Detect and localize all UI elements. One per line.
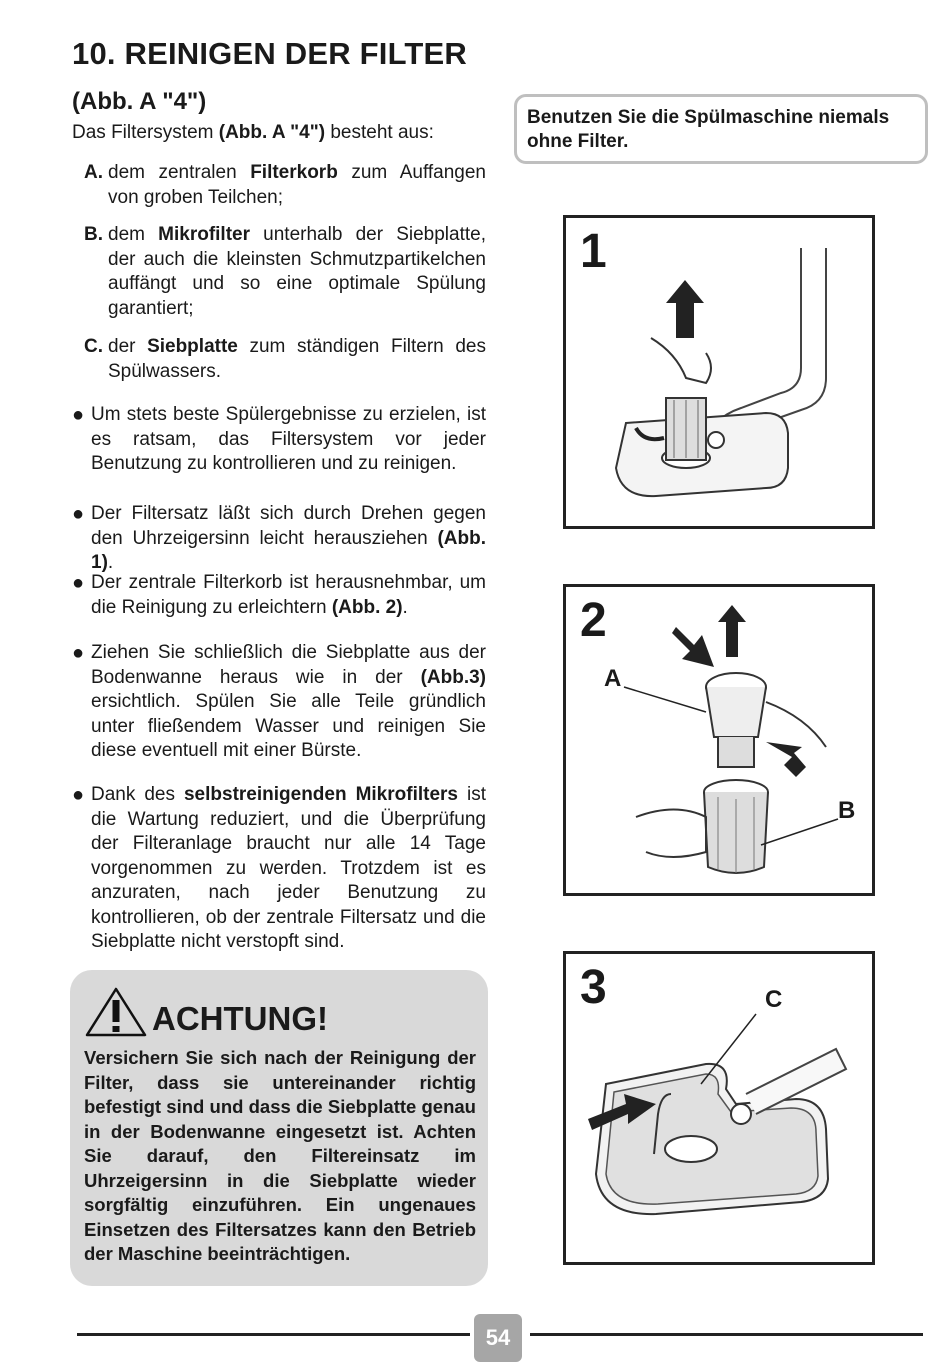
bullet-dot-icon: ●: [72, 642, 85, 664]
bullet-dot-icon: ●: [72, 503, 85, 525]
label-a: A: [604, 665, 622, 692]
figure-2: [563, 584, 875, 896]
bullet-bold: (Abb.3): [420, 666, 486, 688]
bullet-text: [91, 502, 486, 576]
warning-triangle-icon: [84, 986, 148, 1038]
figure-number: 1: [580, 225, 607, 278]
bullet-item: [72, 571, 486, 620]
filter-removal-illustration: [566, 218, 872, 526]
bullet-bold: (Abb. 2): [331, 596, 403, 618]
warning-header: [84, 986, 328, 1038]
item-post: zum ständigen Filtern des Spülwassers.: [108, 336, 486, 382]
item-pre: der: [108, 336, 148, 357]
item-letter: C.: [84, 336, 103, 357]
intro-text: [72, 122, 492, 144]
item-bold: Filterkorb: [250, 162, 338, 183]
item-letter: A.: [84, 162, 103, 183]
bullet-text: [91, 783, 486, 955]
warning-title: ACHTUNG!: [152, 1000, 328, 1037]
bullet-post: ist die Wartung reduziert, und die Überprüfung der Filteranlage braucht nur alle 14 Tage vorgenommen zu werden. Trotzdem ist es anzuraten, nach jeder Benutzung zu kontrollieren, ob der zentrale Filtersatz und die Siebplatte nicht verstopft sind.: [91, 784, 486, 952]
item-bold: Siebplatte: [147, 336, 238, 357]
list-item-b: [84, 223, 486, 321]
item-letter: B.: [84, 224, 103, 245]
item-text: [108, 223, 486, 321]
section-subtitle: (Abb. A "4"): [72, 88, 207, 115]
intro-bold: (Abb. A "4"): [218, 122, 326, 143]
bullet-bold: (Abb. 1): [91, 527, 486, 573]
item-post: unterhalb der Siebplatte, der auch die kleinsten Schmutzpartikelchen auffängt und so eine optimale Spülung garantiert;: [108, 224, 486, 319]
bullet-dot-icon: ●: [72, 784, 85, 806]
page-number: 54: [474, 1314, 522, 1362]
bullet-post: .: [107, 552, 114, 573]
bullet-dot-icon: ●: [72, 572, 85, 594]
figure-number: 2: [580, 594, 607, 647]
item-pre: dem zentralen: [108, 162, 251, 183]
bullet-pre: Ziehen Sie schließlich die Siebplatte aus der Bodenwanne heraus wie in der: [91, 642, 486, 688]
bullet-item: [72, 641, 486, 764]
footer-divider-left: [77, 1333, 470, 1336]
bullet-pre: Dank des: [91, 784, 184, 805]
label-c: C: [765, 986, 783, 1013]
figure-1: [563, 215, 875, 529]
intro-pre: Das Filtersystem: [72, 122, 219, 143]
list-item-c: [84, 335, 486, 384]
bullet-dot-icon: ●: [72, 404, 85, 426]
bullet-item: [72, 403, 486, 477]
label-b: B: [838, 797, 856, 824]
bullet-bold: selbstreinigenden Mikrofilters: [183, 784, 458, 805]
filter-basket-illustration: [566, 587, 872, 893]
note-box: Benutzen Sie die Spülmaschine niemals ohne Filter.: [514, 94, 928, 164]
bullet-post: ersichtlich. Spülen Sie alle Teile gründlich unter fließendem Wasser und reinigen Sie diese eventuell mit einer Bürste.: [91, 691, 486, 761]
item-text: [108, 161, 486, 210]
footer-divider-right: [530, 1333, 923, 1336]
intro-post: besteht aus:: [325, 122, 434, 143]
item-pre: dem: [108, 224, 159, 245]
bullet-item: [72, 502, 486, 576]
item-text: [108, 335, 486, 384]
page-title: 10. REINIGEN DER FILTER: [72, 36, 468, 71]
bullet-text: [91, 641, 486, 764]
bullet-pre: Der zentrale Filterkorb ist herausnehmbar, um die Reinigung zu erleichtern: [91, 572, 486, 618]
bullet-post: .: [402, 596, 408, 618]
figure-number: 3: [580, 961, 607, 1014]
warning-text: Versichern Sie sich nach der Reinigung der Filter, dass sie untereinander richtig befestigt sind und dass die Siebplatte genau in der Bodenwanne eingesetzt ist. Achten Sie darauf, den Filtereinsatz im Uhrzeigersinn in die Siebplatte wieder sorgfältig einzuführen. Ein ungenaues Einsetzen des Filtersatzes kann den Betrieb der Maschine beeinträchtigen.: [84, 1047, 476, 1264]
bullet-text: [91, 571, 486, 620]
sieve-plate-illustration: [566, 954, 872, 1262]
bullet-text: Um stets beste Spülergebnisse zu erzielen, ist es ratsam, das Filtersystem vor jeder Benutzung zu kontrollieren und zu reinigen.: [91, 404, 486, 474]
item-bold: Mikrofilter: [158, 224, 250, 245]
list-item-a: [84, 161, 486, 210]
bullet-item: [72, 783, 486, 955]
item-post: zum Auffangen von groben Teilchen;: [108, 162, 486, 208]
figure-3: [563, 951, 875, 1265]
bullet-pre: Der Filtersatz läßt sich durch Drehen gegen den Uhrzeigersinn leicht herausziehen: [91, 503, 486, 549]
